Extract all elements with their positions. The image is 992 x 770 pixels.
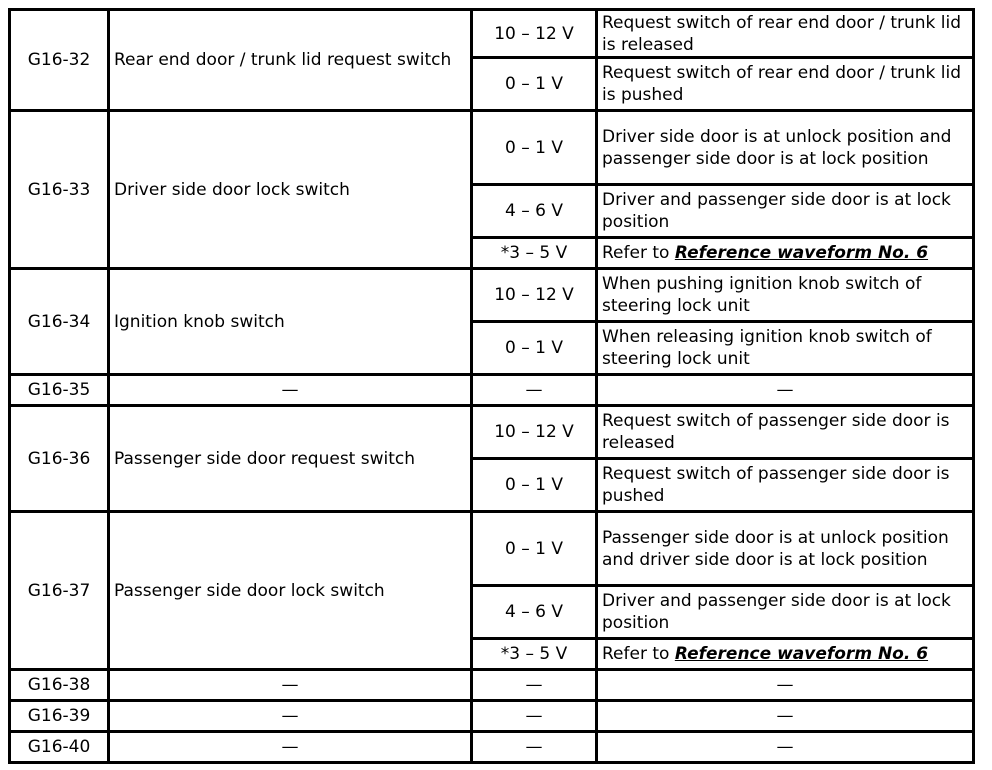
pin-voltage-table [8, 8, 975, 764]
voltage-value: 0 – 1 V [472, 459, 597, 512]
condition-text: Request switch of rear end door / trunk lid is released [597, 10, 974, 58]
table-row [10, 670, 974, 701]
pin-number: G16-33 [10, 111, 109, 269]
voltage-value: 4 – 6 V [472, 185, 597, 238]
table-row [10, 269, 974, 322]
voltage-value: 0 – 1 V [472, 322, 597, 375]
pin-description: — [109, 670, 472, 701]
table-row [10, 406, 974, 459]
pin-number: G16-38 [10, 670, 109, 701]
voltage-value: 10 – 12 V [472, 406, 597, 459]
condition-text: When pushing ignition knob switch of steering lock unit [597, 269, 974, 322]
table-row [10, 732, 974, 763]
pin-description: — [109, 732, 472, 763]
reference-prefix: Refer to [602, 644, 675, 664]
voltage-value: 10 – 12 V [472, 10, 597, 58]
voltage-value: — [472, 701, 597, 732]
table-row [10, 701, 974, 732]
condition-text: When releasing ignition knob switch of steering lock unit [597, 322, 974, 375]
condition-text: Passenger side door is at unlock position and driver side door is at lock position [597, 512, 974, 586]
pin-description: — [109, 701, 472, 732]
condition-text: Request switch of passenger side door is released [597, 406, 974, 459]
condition-text [597, 639, 974, 670]
table-row [10, 512, 974, 586]
voltage-value: — [472, 670, 597, 701]
condition-text: Driver side door is at unlock position and passenger side door is at lock position [597, 111, 974, 185]
voltage-value: 4 – 6 V [472, 586, 597, 639]
voltage-value: 0 – 1 V [472, 512, 597, 586]
pin-description: Ignition knob switch [109, 269, 472, 375]
pin-number: G16-37 [10, 512, 109, 670]
pin-number: G16-36 [10, 406, 109, 512]
condition-text [597, 238, 974, 269]
reference-waveform-link[interactable]: Reference waveform No. 6 [674, 644, 929, 664]
condition-text: Driver and passenger side door is at lock position [597, 185, 974, 238]
voltage-value: — [472, 732, 597, 763]
pin-description: Passenger side door request switch [109, 406, 472, 512]
table-row [10, 111, 974, 185]
pin-description: Driver side door lock switch [109, 111, 472, 269]
voltage-value: 10 – 12 V [472, 269, 597, 322]
table-row [10, 375, 974, 406]
pin-number: G16-35 [10, 375, 109, 406]
voltage-value: *3 – 5 V [472, 639, 597, 670]
pin-description: Passenger side door lock switch [109, 512, 472, 670]
reference-prefix: Refer to [602, 243, 675, 263]
condition-text: — [597, 701, 974, 732]
condition-text: — [597, 375, 974, 406]
voltage-value: *3 – 5 V [472, 238, 597, 269]
condition-text: — [597, 670, 974, 701]
condition-text: Request switch of rear end door / trunk lid is pushed [597, 58, 974, 111]
pin-number: G16-39 [10, 701, 109, 732]
pin-description: Rear end door / trunk lid request switch [109, 10, 472, 111]
voltage-value: — [472, 375, 597, 406]
table-row [10, 10, 974, 58]
pin-number: G16-34 [10, 269, 109, 375]
condition-text: — [597, 732, 974, 763]
condition-text: Request switch of passenger side door is pushed [597, 459, 974, 512]
pin-number: G16-40 [10, 732, 109, 763]
condition-text: Driver and passenger side door is at lock position [597, 586, 974, 639]
voltage-value: 0 – 1 V [472, 58, 597, 111]
pin-description: — [109, 375, 472, 406]
pin-number: G16-32 [10, 10, 109, 111]
voltage-value: 0 – 1 V [472, 111, 597, 185]
reference-waveform-link[interactable]: Reference waveform No. 6 [674, 243, 929, 263]
